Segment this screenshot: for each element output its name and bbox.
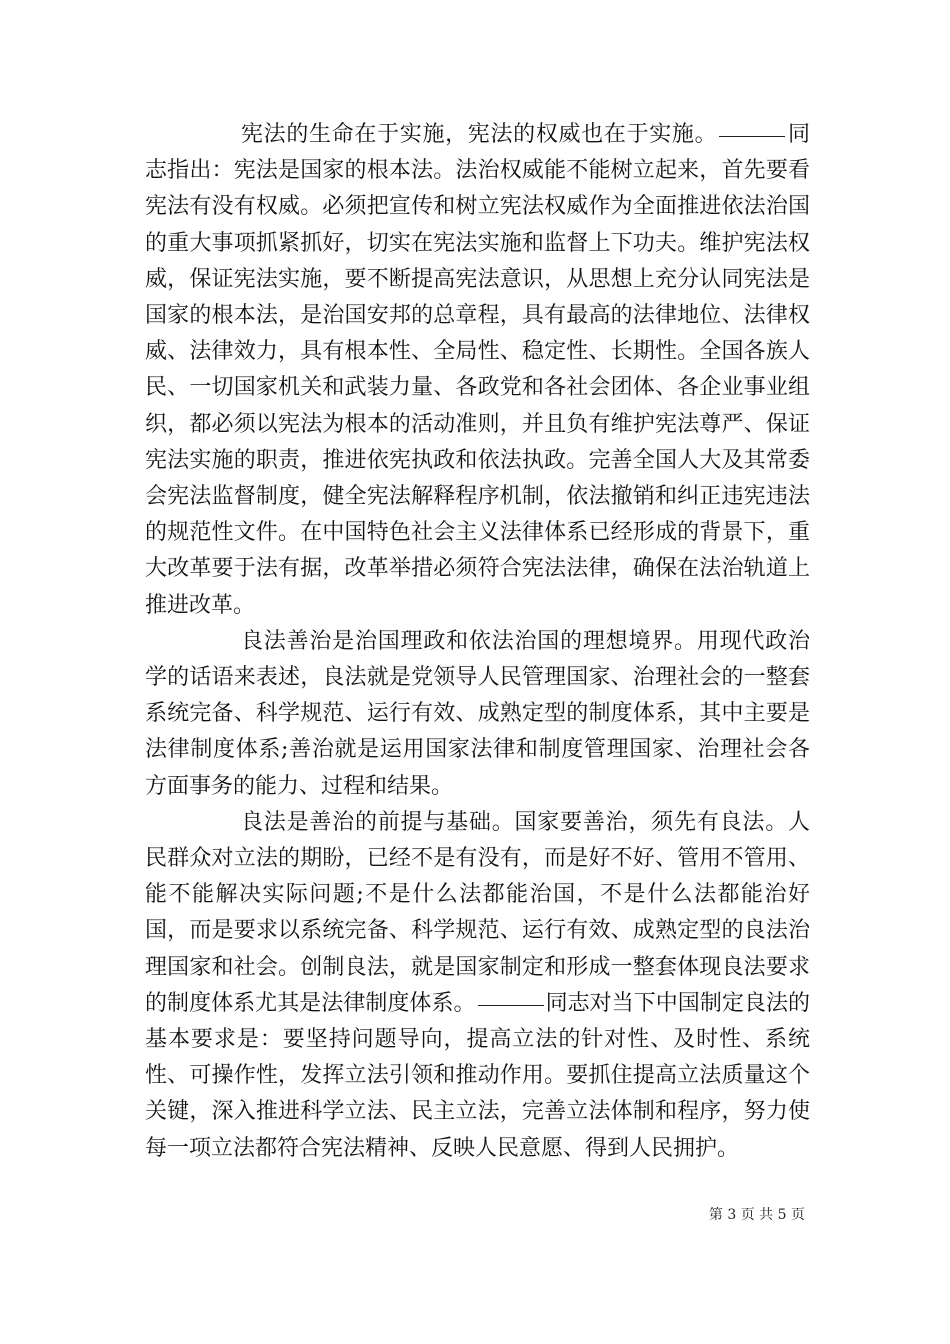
paragraph-good-law-foundation bbox=[145, 805, 810, 1167]
paragraph-good-law-governance bbox=[145, 624, 810, 805]
paragraph-3-lead-text: 良法是善治的前提与基础。国家要善治，须先有良法。人民群众对立法的期盼，已经不是有没有，而是好不好、管用不管用、能不能解决实际问题;不是什么法都能治国，不是什么法都能治好国，而是要求以系统完备、科学规范、运行有效、成熟定型的良法治理国家和社会。创制良法，就是国家制定和形成一整套体现良法要求的制度体系尤其是法律制度体系。 bbox=[145, 809, 810, 1016]
redacted-name-blank bbox=[478, 1004, 544, 1006]
paragraph-1-lead-text: 宪法的生命在于实施，宪法的权威也在于实施。 bbox=[241, 122, 718, 147]
paragraph-constitution-authority bbox=[145, 117, 810, 624]
paragraph-3-body-text: 同志对当下中国制定良法的基本要求是：要坚持问题导向，提高立法的针对性、及时性、系统性、可操作性，发挥立法引领和推动作用。要抓住提高立法质量这个关键，深入推进科学立法、民主立法，完善立法体制和程序，努力使每一项立法都符合宪法精神、反映人民意愿、得到人民拥护。 bbox=[145, 990, 810, 1161]
page-number-footer: 第 3 页 共 5 页 bbox=[708, 1207, 805, 1223]
paragraph-2-text: 良法善治是治国理政和依法治国的理想境界。用现代政治学的话语来表述，良法就是党领导人民管理国家、治理社会的一整套系统完备、科学规范、运行有效、成熟定型的制度体系，其中主要是法律制度体系;善治就是运用国家法律和制度管理国家、治理社会各方面事务的能力、过程和结果。 bbox=[145, 628, 810, 799]
document-body bbox=[145, 117, 810, 1167]
redacted-name-blank bbox=[719, 135, 785, 137]
paragraph-1-body-text: 同志指出：宪法是国家的根本法。法治权威能不能树立起来，首先要看宪法有没有权威。必须把宣传和树立宪法权威作为全面推进依法治国的重大事项抓紧抓好，切实在宪法实施和监督上下功夫。维护宪法权威，保证宪法实施，要不断提高宪法意识，从思想上充分认同宪法是国家的根本法，是治国安邦的总章程，具有最高的法律地位、法律权威、法律效力，具有根本性、全局性、稳定性、长期性。全国各族人民、一切国家机关和武装力量、各政党和各社会团体、各企业事业组织，都必须以宪法为根本的活动准则，并且负有维护宪法尊严、保证宪法实施的职责，推进依宪执政和依法执政。完善全国人大及其常委会宪法监督制度，健全宪法解释程序机制，依法撤销和纠正违宪违法的规范性文件。在中国特色社会主义法律体系已经形成的背景下，重大改革要于法有据，改革举措必须符合宪法法律，确保在法治轨道上推进改革。 bbox=[145, 122, 810, 618]
